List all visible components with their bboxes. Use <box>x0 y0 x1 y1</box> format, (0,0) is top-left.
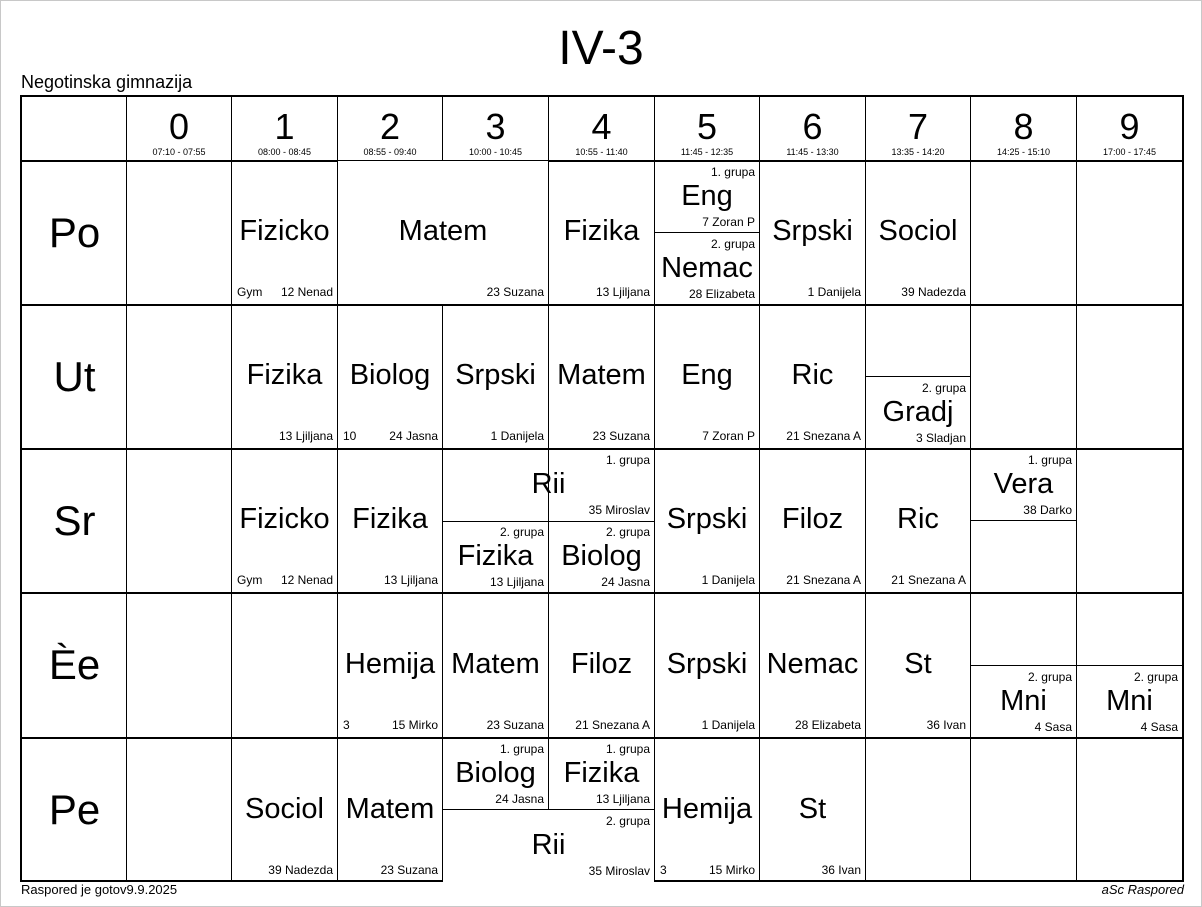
teacher: 1 Danijela <box>701 718 755 732</box>
period-time: 08:55 - 09:40 <box>363 147 417 157</box>
teacher: 38 Darko <box>1023 503 1072 517</box>
subject: Nemac <box>766 648 859 680</box>
lesson-cell[interactable] <box>655 738 759 882</box>
period-header <box>127 97 231 160</box>
period-time: 08:00 - 08:45 <box>257 147 312 157</box>
room: 10 <box>343 429 357 443</box>
subject: Matem <box>557 359 646 391</box>
split-divider <box>971 520 1076 521</box>
teacher: 28 Elizabeta <box>794 718 861 732</box>
lesson-cell-group[interactable] <box>443 521 548 592</box>
subject: Biolog <box>455 757 536 789</box>
teacher: 13 Ljiljana <box>489 575 544 589</box>
subject: Gradj <box>882 396 954 428</box>
lesson-cell-group[interactable] <box>549 738 654 809</box>
lesson-cell[interactable] <box>232 738 337 882</box>
school-name: Negotinska gimnazija <box>21 72 193 92</box>
lesson-cell[interactable] <box>443 593 548 737</box>
lesson-cell[interactable] <box>443 305 548 448</box>
subject: Fizicko <box>239 503 330 535</box>
page-title: IV-3 <box>558 22 644 75</box>
teacher: 1 Danijela <box>807 285 861 299</box>
subject: Fizika <box>457 540 534 572</box>
period-header <box>655 97 759 160</box>
period-number: 0 <box>168 106 190 147</box>
teacher: 21 Snezana A <box>786 573 861 587</box>
lesson-cell[interactable] <box>866 161 970 304</box>
teacher: 12 Nenad <box>280 285 333 299</box>
period-header <box>549 97 654 160</box>
lesson-cell[interactable] <box>866 593 970 737</box>
period-header <box>443 97 548 160</box>
period-time: 14:25 - 15:10 <box>996 147 1051 157</box>
teacher: 28 Elizabeta <box>688 287 755 301</box>
group-label: 1. grupa <box>710 165 755 179</box>
period-header <box>338 97 442 160</box>
subject: Fizika <box>352 503 428 535</box>
lesson-cell[interactable] <box>338 738 442 882</box>
teacher: 36 Ivan <box>926 718 966 732</box>
group-label: 1. grupa <box>605 742 650 756</box>
subject: Fizika <box>563 215 640 247</box>
subject: Eng <box>681 359 733 391</box>
teacher: 13 Ljiljana <box>278 429 333 443</box>
period-header <box>866 97 970 160</box>
group-label: 2. grupa <box>499 525 544 539</box>
period-time: 10:00 - 10:45 <box>468 147 523 157</box>
teacher: 4 Sasa <box>1034 720 1072 734</box>
subject: Mni <box>1000 685 1047 717</box>
subject: Hemija <box>661 793 753 825</box>
teacher: 39 Nadezda <box>901 285 966 299</box>
subject: Ric <box>897 503 939 535</box>
group-label: 2. grupa <box>1027 670 1072 684</box>
teacher: 24 Jasna <box>389 429 438 443</box>
group-label: 2. grupa <box>605 814 650 828</box>
teacher: 23 Suzana <box>592 429 650 443</box>
subject: St <box>904 648 932 680</box>
lesson-cell-group[interactable] <box>549 521 654 592</box>
teacher: 23 Suzana <box>380 863 438 877</box>
teacher: 21 Snezana A <box>575 718 650 732</box>
lesson-cell-group[interactable] <box>443 810 654 882</box>
group-label: 2. grupa <box>710 237 755 251</box>
day-label: Sr <box>53 497 96 544</box>
lesson-cell[interactable] <box>866 449 970 592</box>
split-divider <box>866 376 970 377</box>
lesson-cell[interactable] <box>760 161 865 304</box>
split-divider <box>971 665 1076 666</box>
period-header <box>232 97 337 160</box>
lesson-cell[interactable] <box>232 449 337 592</box>
group-label: 2. grupa <box>921 381 966 395</box>
subject: Sociol <box>878 215 958 247</box>
teacher: 35 Miroslav <box>588 864 650 878</box>
lesson-cell[interactable] <box>549 305 654 448</box>
period-time: 10:55 - 11:40 <box>575 147 628 157</box>
group-label: 2. grupa <box>1133 670 1178 684</box>
lesson-cell[interactable] <box>338 593 442 737</box>
subject: Srpski <box>666 503 748 535</box>
period-number: 5 <box>696 106 718 147</box>
lesson-cell-split[interactable] <box>971 593 1076 737</box>
subject: St <box>798 793 827 825</box>
teacher: 13 Ljiljana <box>595 792 650 806</box>
subject: Mni <box>1106 685 1153 717</box>
teacher: 4 Sasa <box>1140 720 1178 734</box>
subject: Rii <box>531 468 566 500</box>
teacher: 13 Ljiljana <box>383 573 438 587</box>
lesson-cell-group[interactable] <box>443 738 548 809</box>
subject: Sociol <box>245 793 324 825</box>
lesson-cell[interactable] <box>232 161 337 304</box>
split-divider <box>1077 665 1182 666</box>
room: Gym <box>237 573 263 587</box>
period-time: 07:10 - 07:55 <box>152 147 206 157</box>
subject: Filoz <box>570 648 633 680</box>
timetable-grid <box>20 95 1184 882</box>
subject: Fizicko <box>239 215 330 247</box>
teacher: 36 Ivan <box>821 863 861 877</box>
group-label: 1. grupa <box>605 453 650 467</box>
lesson-cell[interactable] <box>338 305 442 448</box>
room: 3 <box>660 863 667 877</box>
subject: Nemac <box>661 252 753 284</box>
subject: Matem <box>398 215 488 247</box>
teacher: 35 Miroslav <box>588 503 650 517</box>
teacher: 13 Ljiljana <box>595 285 650 299</box>
lesson-cell[interactable] <box>549 161 654 304</box>
lesson-cell[interactable] <box>760 738 865 882</box>
teacher: 1 Danijela <box>490 429 544 443</box>
teacher: 15 Mirko <box>391 718 438 732</box>
subject: Filoz <box>781 503 844 535</box>
subject: Fizika <box>563 757 640 789</box>
teacher: 15 Mirko <box>708 863 755 877</box>
lesson-cell-group[interactable] <box>443 449 654 521</box>
teacher: 1 Danijela <box>701 573 755 587</box>
day-label: Po <box>48 209 101 256</box>
day-label: Èe <box>48 641 101 688</box>
lesson-cell[interactable] <box>549 593 654 737</box>
subject: Srpski <box>772 215 853 247</box>
subject: Hemija <box>344 648 436 680</box>
group-label: 1. grupa <box>499 742 544 756</box>
period-time: 13:35 - 14:20 <box>891 147 945 157</box>
lesson-cell[interactable] <box>232 305 337 448</box>
teacher: 7 Zoran P <box>702 215 755 229</box>
footer-generated-date: Raspored je gotov9.9.2025 <box>21 882 178 897</box>
lesson-cell[interactable] <box>760 449 865 592</box>
period-number: 2 <box>379 106 401 147</box>
subject: Biolog <box>561 540 642 572</box>
group-label: 2. grupa <box>605 525 650 539</box>
teacher: 23 Suzana <box>486 285 544 299</box>
lesson-cell[interactable] <box>760 593 865 737</box>
period-number: 9 <box>1119 106 1140 147</box>
period-header <box>971 97 1076 160</box>
teacher: 21 Snezana A <box>786 429 861 443</box>
period-number: 8 <box>1013 106 1034 147</box>
teacher: 23 Suzana <box>486 718 544 732</box>
subject: Eng <box>681 180 733 212</box>
teacher: 3 Sladjan <box>915 431 966 445</box>
day-label: Ut <box>53 353 96 400</box>
room: 3 <box>343 718 350 732</box>
period-number: 1 <box>274 106 295 147</box>
teacher: 21 Snezana A <box>891 573 966 587</box>
subject: Matem <box>451 648 540 680</box>
lesson-cell-split[interactable] <box>971 449 1076 592</box>
day-label: Pe <box>48 786 101 833</box>
subject: Srpski <box>455 359 536 391</box>
split-divider <box>655 232 759 233</box>
group-label: 1. grupa <box>1027 453 1072 467</box>
lesson-cell-split[interactable] <box>866 305 970 448</box>
footer-brand: aSc Raspored <box>1101 882 1184 897</box>
period-number: 3 <box>485 106 506 147</box>
teacher: 24 Jasna <box>495 792 544 806</box>
subject: Fizika <box>246 359 323 391</box>
teacher: 39 Nadezda <box>268 863 333 877</box>
lesson-cell-split[interactable] <box>1077 593 1182 737</box>
subject: Matem <box>345 793 435 825</box>
lesson-cell[interactable] <box>760 305 865 448</box>
period-number: 6 <box>802 106 823 147</box>
teacher: 7 Zoran P <box>702 429 755 443</box>
subject: Ric <box>791 359 834 391</box>
lesson-cell[interactable] <box>655 305 759 448</box>
lesson-cell[interactable] <box>655 449 759 592</box>
teacher: 12 Nenad <box>280 573 333 587</box>
room: Gym <box>237 285 263 299</box>
lesson-cell[interactable] <box>338 449 442 592</box>
teacher: 24 Jasna <box>601 575 650 589</box>
period-time: 11:45 - 12:35 <box>680 147 734 157</box>
period-number: 7 <box>907 106 929 147</box>
subject: Biolog <box>349 359 431 391</box>
subject: Rii <box>531 829 566 861</box>
period-time: 17:00 - 17:45 <box>1102 147 1157 157</box>
subject: Vera <box>993 468 1054 500</box>
lesson-cell[interactable] <box>338 161 548 304</box>
subject: Srpski <box>666 648 748 680</box>
period-time: 11:45 - 13:30 <box>786 147 839 157</box>
lesson-cell-split[interactable] <box>655 161 759 304</box>
period-header <box>1077 97 1182 160</box>
lesson-cell[interactable] <box>655 593 759 737</box>
grid-divider <box>1076 97 1077 880</box>
period-number: 4 <box>591 106 612 147</box>
period-header <box>760 97 865 160</box>
